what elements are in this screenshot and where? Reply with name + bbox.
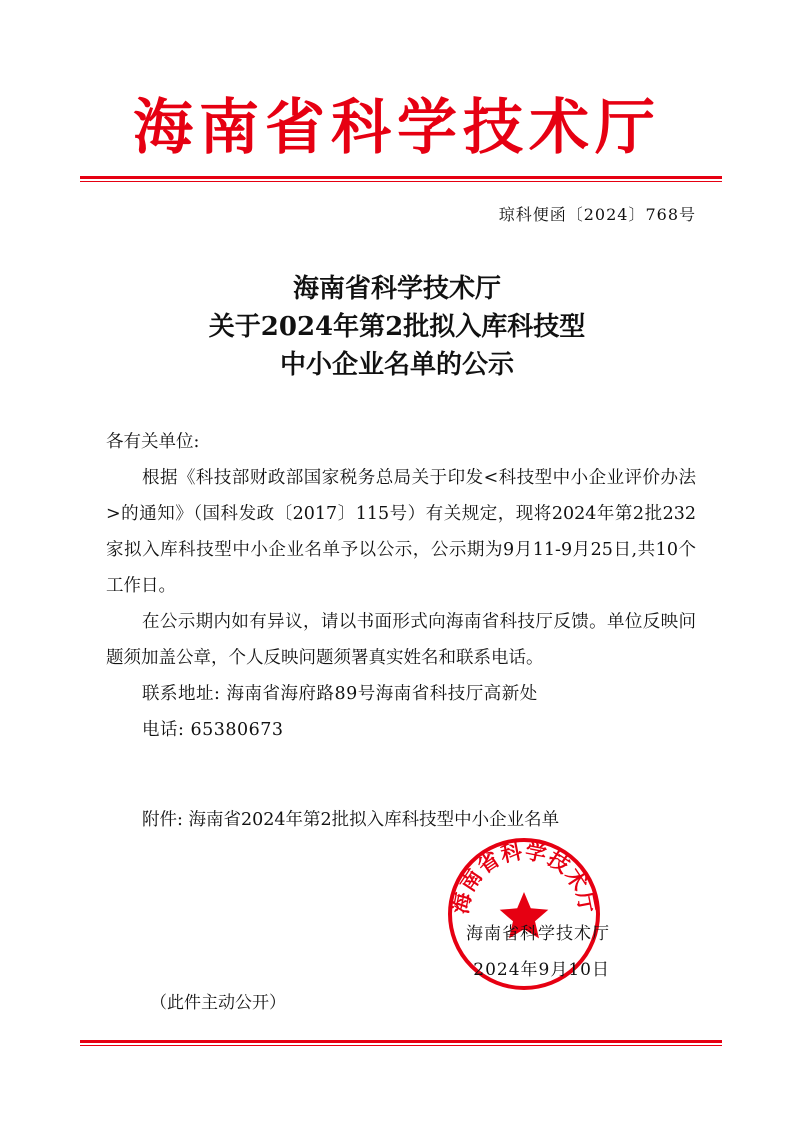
footer-divider-thick [80, 1040, 722, 1043]
title-line-1: 海南省科学技术厅 [292, 274, 501, 304]
contact-address: 联系地址: 海南省海府路89号海南省科技厅高新处 [142, 684, 538, 704]
agency-masthead: 海南省科学技术厅 [133, 93, 661, 163]
title-line-3: 中小企业名单的公示 [279, 350, 514, 380]
footer-divider [80, 1040, 722, 1046]
header-divider-thick [80, 176, 722, 179]
seal-text: 海南省科学技术厅 [448, 839, 600, 916]
document-body [106, 424, 696, 748]
header-divider-thin [80, 181, 722, 182]
salutation: 各有关单位: [106, 432, 200, 452]
body-paragraph-2: 在公示期内如有异议，请以书面形式向海南省科技厅反馈。单位反映问题须加盖公章，个人反映问题须署真实姓名和联系电话。 [106, 612, 696, 668]
body-paragraph-1: 根据《科技部财政部国家税务总局关于印发<科技型中小企业评价办法>的通知》（国科发政〔2017〕115号）有关规定，现将2024年第2批232家拟入库科技型中小企业名单予以公示，公示期为9月11-9月25日,共10个工作日。 [106, 468, 696, 596]
title-line-2: 关于2024年第2批拟入库科技型 [208, 312, 586, 342]
signature-date: 2024年9月10日 [473, 960, 610, 980]
contact-phone: 电话: 65380673 [142, 720, 284, 740]
publicity-note: （此件主动公开） [150, 993, 286, 1013]
document-title [0, 270, 794, 384]
header-divider [80, 176, 722, 182]
attachment-line: 附件: 海南省2024年第2批拟入库科技型中小企业名单 [142, 810, 560, 830]
signature-block [442, 916, 610, 988]
footer-divider-thin [80, 1045, 722, 1046]
document-number: 琼科便函〔2024〕768号 [498, 205, 696, 224]
signature-org: 海南省科学技术厅 [466, 924, 610, 944]
